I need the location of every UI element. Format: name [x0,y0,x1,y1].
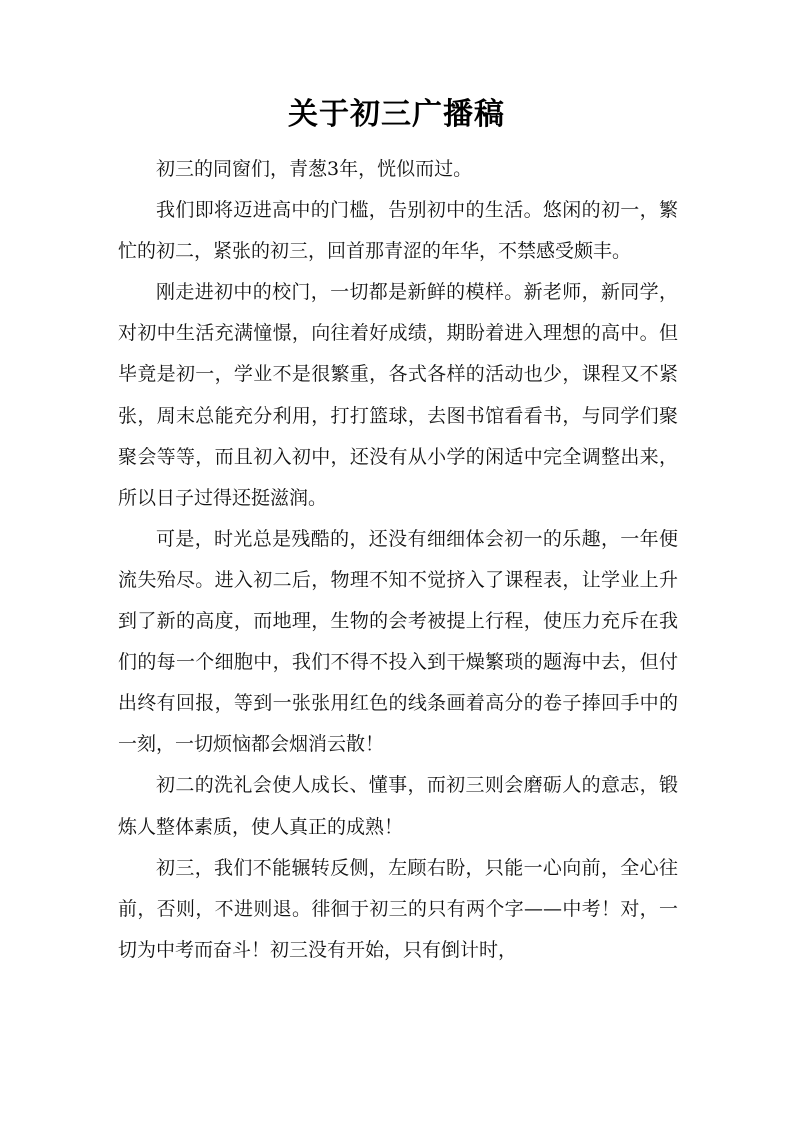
paragraph: 初三的同窗们，青葱3年，恍似而过。 [156,158,473,180]
document-body [118,149,678,971]
document-title: 关于初三广播稿 [288,97,505,132]
paragraph: 可是，时光总是残酷的，还没有细细体会初一的乐趣，一年便流失殆尽。进入初二后，物理不知不觉挤入了课程表，让学业上升到了新的高度，而地理，生物的会考被提上行程，使压力充斥在我们的每一个细胞中，我们不得不投入到干燥繁琐的题海中去，但付出终有回报，等到一张张用红色的线条画着高分的卷子捧回手中的一刻，一切烦恼都会烟消云散！ [118,527,678,756]
paragraph: 刚走进初中的校门，一切都是新鲜的模样。新老师，新同学，对初中生活充满憧憬，向往着好成绩，期盼着进入理想的高中。但毕竟是初一，学业不是很繁重，各式各样的活动也少，课程又不紧张，周末总能充分利用，打打篮球，去图书馆看看书，与同学们聚聚会等等，而且初入初中，还没有从小学的闲适中完全调整出来，所以日子过得还挺滋润。 [118,281,678,509]
paragraph: 初三，我们不能辗转反侧，左顾右盼，只能一心向前，全心往前，否则，不进则退。徘徊于初三的只有两个字——中考！对，一切为中考而奋斗！初三没有开始，只有倒计时， [118,856,678,961]
paragraph: 我们即将迈进高中的门槛，告别初中的生活。悠闲的初一，繁忙的初二，紧张的初三，回首那青涩的年华，不禁感受颇丰。 [118,199,678,263]
paragraph: 初二的洗礼会使人成长、懂事，而初三则会磨砺人的意志，锻炼人整体素质，使人真正的成熟！ [118,774,678,838]
